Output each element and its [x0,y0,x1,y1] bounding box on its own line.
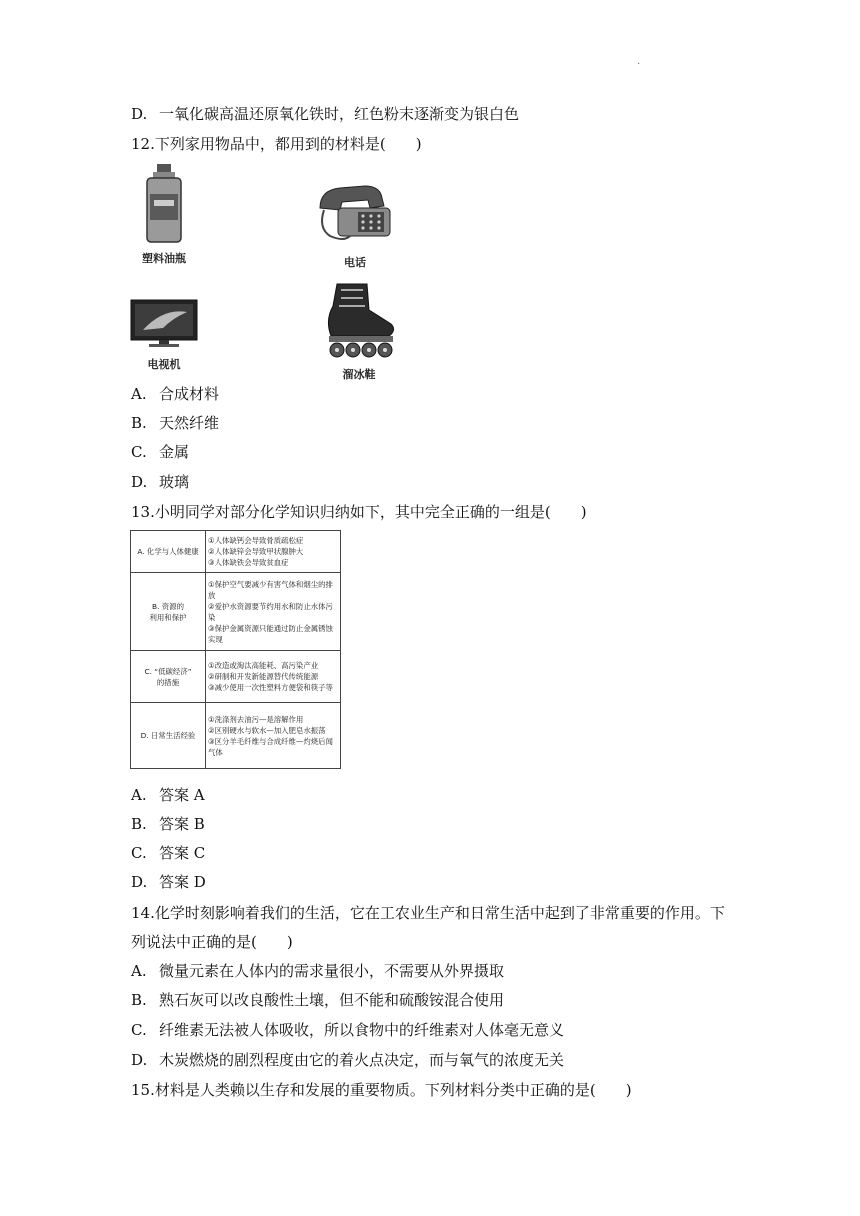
option-letter: D. [131,1051,148,1069]
option-letter: D. [131,473,148,491]
option-text: 熟石灰可以改良酸性土壤，但不能和硫酸铵混合使用 [159,991,505,1009]
option-text: 答案 A [159,786,205,804]
option-text: 玻璃 [159,473,190,491]
option-text: 答案 B [159,815,205,833]
table-category: D. 日常生活经验 [131,703,206,769]
table-item: ②研制和开发新能源替代传统能源 [208,672,319,681]
q11-option-d [131,104,519,124]
q13-option-d [131,872,206,892]
table-item: ①洗涤剂去油污—是溶解作用 [208,714,304,724]
option-text: 微量元素在人体内的需求量很小，不需要从外界摄取 [159,962,505,980]
option-text: 一氧化碳高温还原氧化铁时，红色粉末逐渐变为银白色 [159,105,520,123]
option-text: 合成材料 [159,385,220,403]
q12-option-c [131,442,189,462]
table-item: ②人体缺锌会导致甲状腺肿大 [208,547,304,556]
option-letter: C. [131,1021,147,1039]
roller-skate-icon [317,280,401,360]
option-letter: D. [131,873,148,891]
q14-option-b [131,990,504,1010]
option-letter: A. [131,786,147,804]
option-letter: B. [131,815,147,833]
telephone-icon [310,178,400,248]
table-category: A. 化学与人体健康 [131,531,206,573]
figure-caption: 电视机 [147,358,181,371]
q14-stem-line2: 列说法中正确的是( ) [131,933,293,951]
table-category: B. 资源的 利用和保护 [131,573,206,651]
figure-caption: 电话 [344,256,366,269]
television-icon [129,298,199,350]
q13-stem: 13.小明同学对部分化学知识归纳如下，其中完全正确的一组是( ) [131,503,587,521]
q13-option-a [131,785,205,805]
table-item: ①人体缺钙会导致骨质疏松症 [208,536,304,545]
option-letter: A. [131,962,147,980]
figure-caption: 溜冰鞋 [342,368,376,381]
table-item: ②爱护水资源要节约用水和防止水体污染 [208,601,333,622]
q12-option-d [131,472,189,492]
q12-option-a [131,384,219,404]
q14-option-d [131,1050,564,1070]
table-row [131,573,341,651]
table-row [131,531,341,573]
q14-option-c [131,1020,564,1040]
table-item: ③保护金属资源只能通过防止金属锈蚀实现 [208,623,333,644]
option-letter: C. [131,844,147,862]
table-item: ③区分羊毛纤维与合成纤维—灼烧后闻气体 [208,736,333,757]
knowledge-table [130,530,341,769]
q12-option-b [131,413,219,433]
table-item: ③人体缺铁会导致贫血症 [208,558,289,567]
figure-caption: 塑料油瓶 [142,252,186,265]
q13-option-b [131,814,205,834]
option-text: 答案 D [159,873,206,891]
q12-stem: 12.下列家用物品中，都用到的材料是( ) [131,135,422,153]
option-text: 金属 [159,443,190,461]
table-item: ①保护空气要减少有害气体和烟尘的排放 [208,579,333,600]
option-letter: B. [131,991,147,1009]
q15-stem: 15.材料是人类赖以生存和发展的重要物质。下列材料分类中正确的是( ) [131,1081,632,1099]
figure-telephone [310,178,400,270]
header-mark: . [637,56,641,67]
option-text: 纤维素无法被人体吸收，所以食物中的纤维素对人体毫无意义 [159,1021,565,1039]
figure-roller-skate [316,280,402,382]
table-row [131,651,341,703]
option-letter: D. [131,105,148,123]
figure-plastic-bottle [135,164,193,266]
q14-stem-line1: 14.化学时刻影响着我们的生活，它在工农业生产和日常生活中起到了非常重要的作用。下 [131,904,725,922]
figure-television [128,298,200,372]
table-item: ②区别硬水与软水—加入肥皂水振荡 [208,725,326,735]
option-text: 木炭燃烧的剧烈程度由它的着火点决定，而与氧气的浓度无关 [159,1051,565,1069]
table-item: ①改造或淘汰高能耗、高污染产业 [208,661,319,670]
option-text: 答案 C [159,844,206,862]
option-text: 天然纤维 [159,414,220,432]
table-category: C. “低碳经济” 的措施 [131,651,206,703]
q13-option-c [131,843,205,863]
table-item: ③减少使用一次性塑料方便袋和筷子等 [208,683,333,692]
option-letter: C. [131,443,147,461]
table-row [131,703,341,769]
plastic-bottle-icon [144,164,184,244]
option-letter: B. [131,414,147,432]
option-letter: A. [131,385,147,403]
q14-option-a [131,961,504,981]
